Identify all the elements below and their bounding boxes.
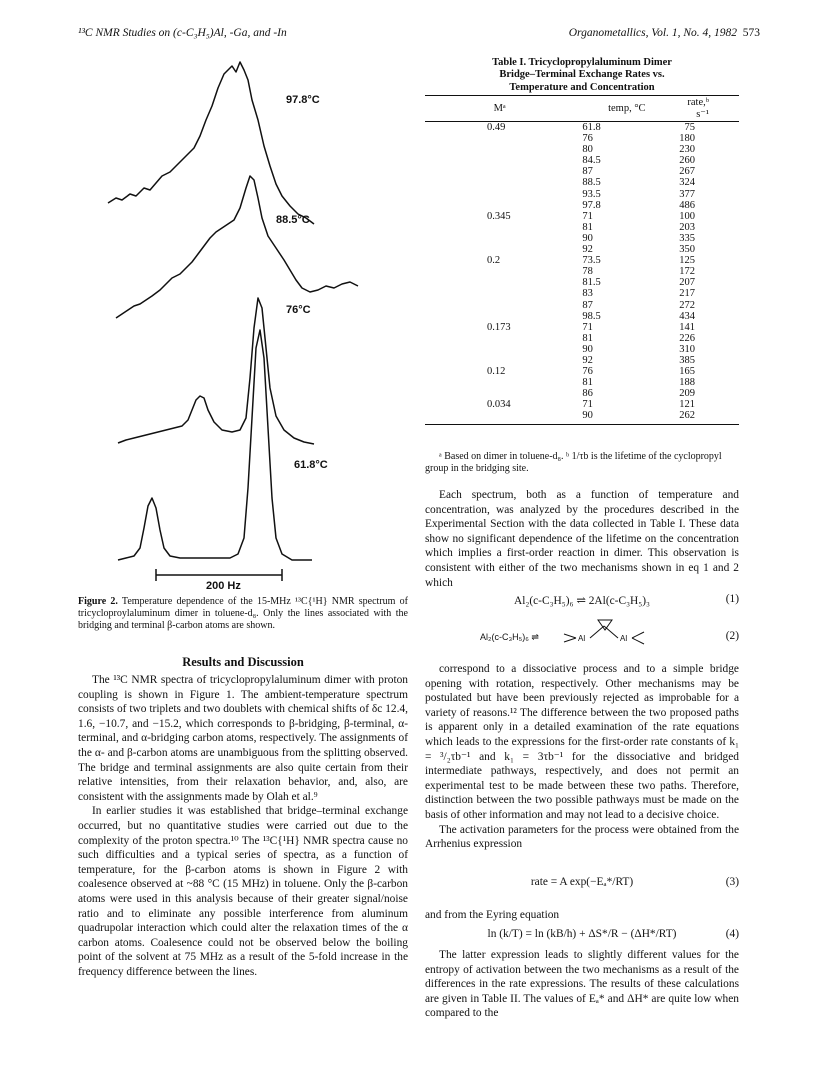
temp-label-61-8: 61.8°C xyxy=(294,459,328,471)
cell-concentration: 0.12 xyxy=(487,366,506,378)
equation-2-text: Al₂(c-C₃H₅)₆ ⇌ xyxy=(480,632,539,642)
cell-temp: 87 xyxy=(582,299,593,311)
cell-rate: 272 xyxy=(679,299,695,311)
spectrum-trace-61-8 xyxy=(118,330,312,560)
table-row xyxy=(425,410,739,424)
cell-temp: 98.5 xyxy=(582,310,601,322)
cell-temp: 81 xyxy=(582,221,593,233)
paragraph: Each spectrum, both as a function of temperature and concentration, was analyzed by the procedures described in the Experimental Section with the data collected in Table I. These data show no significant dependence of the lifetime on the concentration which implies a first-order reaction in dimer. This observation is consistent with either of the two mechanisms shown in eq 1 and 2 which xyxy=(425,489,739,589)
cell-temp: 88.5 xyxy=(582,177,601,189)
cell-concentration xyxy=(425,333,574,344)
right-column-text xyxy=(425,488,739,590)
cell-temp: 84.5 xyxy=(582,155,601,167)
right-column-text xyxy=(425,888,739,923)
section-heading: Results and Discussion xyxy=(182,655,304,669)
cell-rate: 434 xyxy=(679,310,695,322)
cell-rate: 75 xyxy=(684,122,695,133)
spectrum-trace-88-5 xyxy=(116,176,358,318)
table-row xyxy=(425,266,739,277)
page-number: 573 xyxy=(742,27,760,39)
column-header-concentration: Mᵃ xyxy=(425,96,574,122)
cell-concentration xyxy=(425,300,574,311)
cell-concentration xyxy=(425,288,574,299)
cell-concentration xyxy=(425,233,574,244)
cell-concentration xyxy=(425,266,574,277)
table-title-line: Table I. Tricyclopropylaluminum Dimer xyxy=(492,57,672,68)
table-row xyxy=(425,333,739,344)
table-row xyxy=(425,122,739,134)
cell-temp: 81 xyxy=(582,377,593,389)
table-row xyxy=(425,177,739,188)
cell-concentration xyxy=(425,222,574,233)
running-header: ¹³C NMR Studies on (c-C₃H₅)Al, -Ga, and -In xyxy=(78,27,287,39)
figure-caption-label: Figure 2. xyxy=(78,596,118,607)
cell-temp: 71 xyxy=(582,399,593,411)
cell-rate: 121 xyxy=(679,399,695,411)
equation-4-number: (4) xyxy=(725,928,739,940)
cell-temp: 71 xyxy=(582,321,593,333)
cell-rate: 385 xyxy=(679,354,695,366)
cell-rate: 207 xyxy=(679,277,695,289)
equation-1-text: Al₂(c-C₃H₅)₆ ⇌ 2Al(c-C₃H₅)₃ xyxy=(513,595,651,607)
table-row xyxy=(425,144,739,155)
cell-rate: 267 xyxy=(679,166,695,178)
temp-label-88-5: 88.5°C xyxy=(276,214,310,226)
cell-concentration xyxy=(425,177,574,188)
table-row xyxy=(425,133,739,144)
cell-concentration xyxy=(425,277,574,288)
cell-temp: 90 xyxy=(582,232,593,244)
table-row xyxy=(425,244,739,255)
table-row xyxy=(425,311,739,322)
table-row xyxy=(425,399,739,410)
cell-concentration: 0.49 xyxy=(487,122,506,133)
table-row xyxy=(425,222,739,233)
table-row xyxy=(425,189,739,200)
cell-concentration xyxy=(425,344,574,355)
equation-1-number: (1) xyxy=(725,593,739,605)
rates-table xyxy=(425,95,739,425)
table-title-line: Temperature and Concentration xyxy=(509,81,655,93)
cell-concentration xyxy=(425,244,574,255)
cell-temp: 76 xyxy=(582,366,593,378)
cell-concentration xyxy=(425,144,574,155)
table-row xyxy=(425,166,739,177)
cell-rate: 310 xyxy=(679,343,695,355)
cell-temp: 92 xyxy=(582,244,593,256)
temp-label-76: 76°C xyxy=(286,304,311,316)
cell-rate: 203 xyxy=(679,221,695,233)
cell-rate: 180 xyxy=(679,133,695,145)
equation-2-number: (2) xyxy=(725,630,739,642)
equation-3-number: (3) xyxy=(725,876,739,888)
cell-rate: 165 xyxy=(679,366,695,378)
cell-rate: 188 xyxy=(679,377,695,389)
cell-concentration xyxy=(425,200,574,211)
svg-text:Al: Al xyxy=(578,634,586,643)
table-row xyxy=(425,322,739,333)
paragraph-lead: and from the Eyring equation xyxy=(425,909,560,921)
cell-temp: 81.5 xyxy=(582,277,601,289)
table-row xyxy=(425,255,739,266)
cell-rate: 260 xyxy=(679,155,695,167)
cell-rate: 226 xyxy=(679,332,695,344)
cell-rate: 125 xyxy=(679,255,695,267)
table-title xyxy=(425,57,739,94)
spectrum-trace-76 xyxy=(118,298,314,444)
column-header-rate: rate,ᵇ s⁻¹ xyxy=(679,96,739,122)
cell-temp: 90 xyxy=(582,343,593,355)
equation-2-structure xyxy=(480,618,710,652)
table-row xyxy=(425,388,739,399)
cell-concentration xyxy=(425,410,574,424)
cell-rate: 324 xyxy=(679,177,695,189)
table-row xyxy=(425,233,739,244)
cell-temp: 83 xyxy=(582,288,593,300)
cell-rate: 172 xyxy=(679,266,695,278)
cell-rate: 100 xyxy=(679,210,695,222)
nmr-spectra-figure xyxy=(100,48,400,593)
cell-concentration xyxy=(425,155,574,166)
cell-concentration: 0.173 xyxy=(487,321,511,333)
cell-rate: 262 xyxy=(679,410,739,424)
cell-rate: 141 xyxy=(679,321,695,333)
cell-concentration: 0.345 xyxy=(487,210,511,222)
figure-caption xyxy=(78,596,408,633)
table-row xyxy=(425,277,739,288)
cell-concentration xyxy=(425,377,574,388)
paragraph: The latter expression leads to slightly different values for the entropy of activation between the two mechanisms as a result of the differences in the rate expressions. The results of these calculations are given in Table II. The values of Eₐ* and ΔH* are quite low when compared to the xyxy=(425,949,739,1020)
journal-citation: Organometallics, Vol. 1, No. 4, 1982 xyxy=(568,27,737,39)
cell-temp: 61.8 xyxy=(582,122,601,133)
cell-rate: 486 xyxy=(679,199,695,211)
table-row xyxy=(425,344,739,355)
paragraph: The activation parameters for the process were obtained from the Arrhenius expression xyxy=(425,823,739,851)
cell-rate: 377 xyxy=(679,188,695,200)
table-row xyxy=(425,355,739,366)
table-title-line: Bridge–Terminal Exchange Rates vs. xyxy=(499,69,665,81)
cell-temp: 93.5 xyxy=(582,188,601,200)
cell-rate: 217 xyxy=(679,288,695,300)
cell-concentration xyxy=(425,133,574,144)
table-row xyxy=(425,366,739,377)
cell-temp: 81 xyxy=(582,332,593,344)
temp-label-97-8: 97.8°C xyxy=(286,94,320,106)
cell-temp: 87 xyxy=(582,166,593,178)
cell-concentration xyxy=(425,166,574,177)
cell-concentration: 0.034 xyxy=(487,399,511,411)
table-row xyxy=(425,300,739,311)
column-header-temp: temp, °C xyxy=(574,96,679,122)
table-row xyxy=(425,288,739,299)
svg-text:Al: Al xyxy=(620,634,628,643)
cell-concentration xyxy=(425,311,574,322)
cell-temp: 92 xyxy=(582,354,593,366)
cell-concentration: 0.2 xyxy=(487,255,501,267)
cell-temp: 80 xyxy=(582,144,593,156)
cell-temp: 76 xyxy=(582,133,593,145)
figure-caption-text: Temperature dependence of the 15-MHz ¹³C{¹H} NMR spectrum of tricycloproylaluminum dimer in toluene-d₈. Only the lines associated with the bridging and terminal β-carbon atoms are shown. xyxy=(78,596,408,632)
cell-temp: 97.8 xyxy=(582,199,601,211)
paragraph: correspond to a dissociative process and to a simple bridge opening with rotation, respectively. Other mechanisms may be postulated but have been previously rejected as improbable for a variety of reasons.¹² The difference between the two proposed paths is apparent only in a detailed examination of the rate equations which leads to the expressions for the first-order rate constants of k₁ = ³/₂τb⁻¹ and k₁ = 3τb⁻¹ for the dissociative and bridged intermediate pathways, respectively, and does not permit an experimental test to be made between these two paths. Therefore, distinction between the two possible pathways must be made on the basis of other information and may not lead to a decisive choice. xyxy=(425,663,739,821)
cell-temp: 71 xyxy=(582,210,593,222)
cell-temp: 73.5 xyxy=(582,255,601,267)
right-column-text xyxy=(425,948,739,1021)
equation-4-text: ln (k/T) = ln (kB/h) + ΔS*/R − (ΔH*/RT) xyxy=(487,928,677,940)
left-column-text xyxy=(78,673,408,979)
cell-rate: 350 xyxy=(679,244,695,256)
cell-rate: 209 xyxy=(679,388,695,400)
cell-concentration xyxy=(425,189,574,200)
cell-temp: 90 xyxy=(574,410,679,424)
cell-concentration xyxy=(425,355,574,366)
cell-temp: 78 xyxy=(582,266,593,278)
cell-concentration xyxy=(425,388,574,399)
spectrum-trace-97-8 xyxy=(108,62,314,224)
table-row xyxy=(425,377,739,388)
equation-3-text: rate = A exp(−Eₐ*/RT) xyxy=(530,876,634,888)
cell-temp: 86 xyxy=(582,388,593,400)
journal-header xyxy=(569,27,760,39)
table-footnote: ᵃ Based on dimer in toluene-d₈. ᵇ 1/τb is the lifetime of the cyclopropyl group in the bridging site. xyxy=(425,451,722,475)
cell-rate: 230 xyxy=(679,144,695,156)
table-row xyxy=(425,155,739,166)
table-row xyxy=(425,200,739,211)
paragraph: The ¹³C NMR spectra of tricyclopropylaluminum dimer with proton coupling is shown in Figure 1. The ambient-temperature spectrum consists of two triplets and two doublets with chemical shifts of δc 12.4, 1.6, −10.7, and −15.2, which corresponds to β-bridging, β-terminal, α-terminal, and α-bridging carbon atoms, respectively. The assignments of the α- and β-carbon atoms are unambiguous from the splitting observed. The bridge and terminal assignments are also quite certain from their relative intensities, from their relaxation behavior, and, also, are consistent with the assignments made by Olah et al.⁹ xyxy=(78,674,408,803)
scale-bar-label: 200 Hz xyxy=(206,580,241,592)
cell-rate: 335 xyxy=(679,232,695,244)
table-row xyxy=(425,211,739,222)
right-column-text xyxy=(425,662,739,852)
paragraph: In earlier studies it was established that bridge–terminal exchange occurred, but no quantitative studies were carried out due to the complexity of the proton spectra.¹⁰ The ¹³C{¹H} NMR spectra cause no such difficulties and a typical series of spectra, as a function of temperature, for the β-carbon atoms is shown in Figure 2 with coalesence observed at ~88 °C (15 MHz) in toluene. Only the β-carbon atoms were used in this analysis because of their greater signal/noise ratio and to eliminate any possible interference from aluminum quadrupolar interaction which could alter the relaxation times of the α carbon atoms. Coalesence could not be observed below the boiling point of the solvent at 75 MHz as a result of the 5-fold increase in the frequency difference between the lines. xyxy=(78,805,408,978)
